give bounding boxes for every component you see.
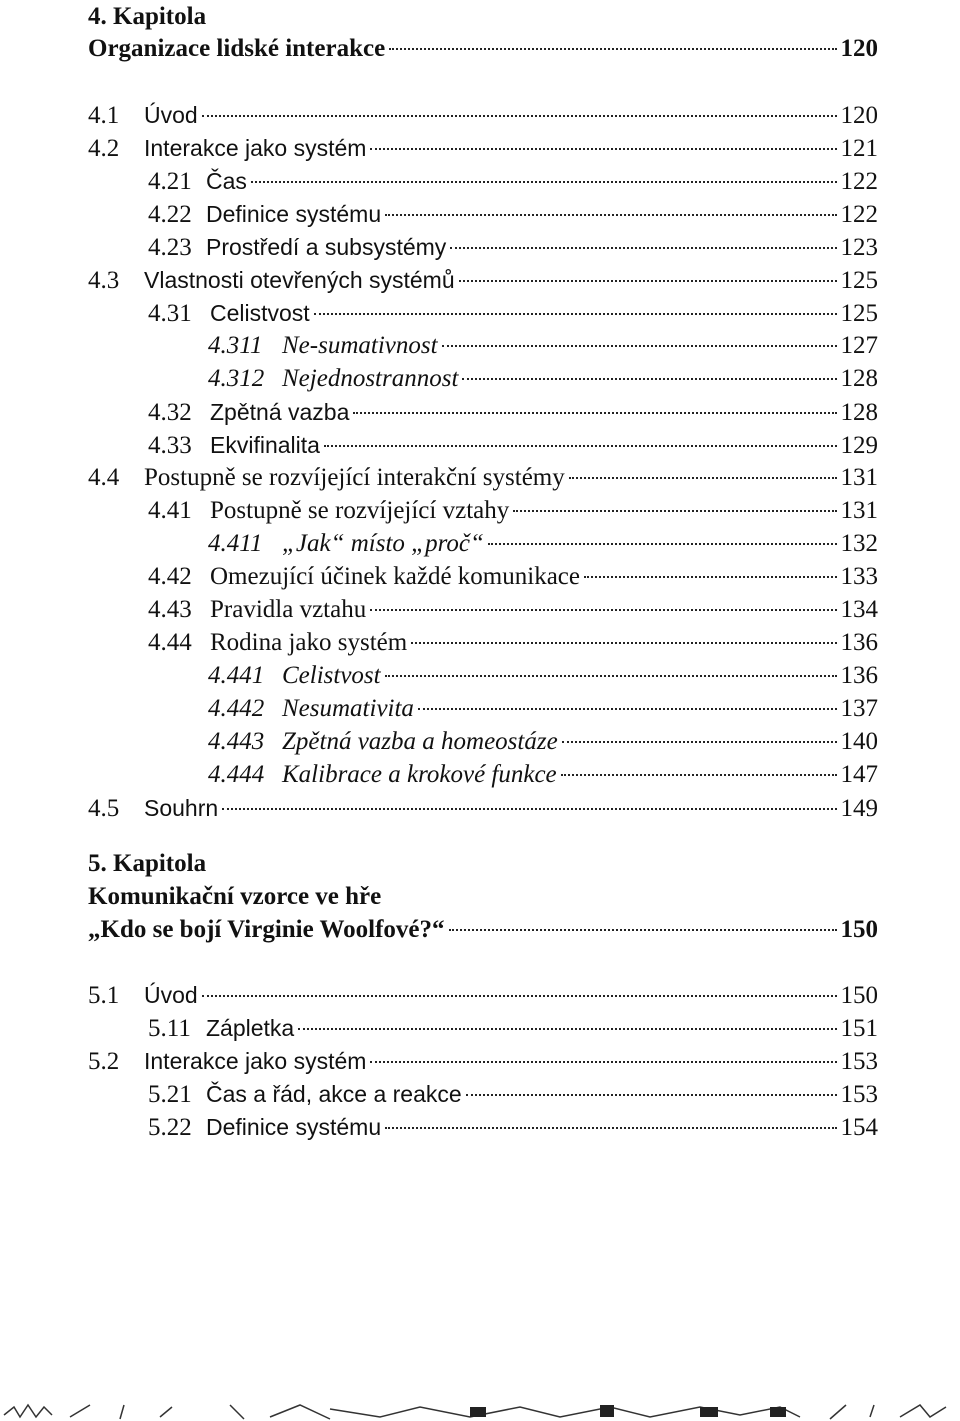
dot-leader — [449, 929, 837, 931]
toc-entry-chapter — [88, 913, 878, 947]
dot-leader — [202, 995, 837, 997]
dot-leader — [385, 1127, 836, 1129]
section-title: Pravidla vztahu — [210, 596, 367, 623]
section-title: Souhrn — [144, 795, 219, 821]
section-number: 4.42 — [148, 563, 192, 590]
section-number: 4.3 — [88, 267, 120, 294]
dot-leader — [561, 774, 837, 776]
section-number: 5.1 — [88, 982, 120, 1009]
dot-leader — [411, 642, 836, 644]
chapter-heading — [88, 847, 878, 881]
toc-entry — [148, 560, 878, 594]
chapter-heading — [88, 880, 878, 914]
dot-leader — [450, 247, 836, 249]
dot-leader — [314, 313, 837, 315]
page-number: 133 — [840, 563, 878, 590]
section-title: Zpětná vazba — [210, 399, 350, 425]
toc-entry — [148, 428, 878, 462]
page-number: 136 — [840, 662, 878, 689]
chapter-title: Komunikační vzorce ve hře — [88, 883, 382, 910]
toc-entry — [88, 791, 878, 825]
section-title: Ekvifinalita — [210, 432, 320, 458]
dot-leader — [418, 708, 837, 710]
toc-entry-chapter — [88, 32, 878, 66]
page-number: 128 — [840, 365, 878, 392]
dot-leader — [389, 48, 836, 50]
chapter-number: 5. Kapitola — [88, 850, 207, 877]
section-title: Interakce jako systém — [144, 135, 367, 161]
section-title: Definice systému — [206, 1114, 382, 1140]
page-number: 151 — [840, 1015, 878, 1042]
section-number: 4.4 — [88, 464, 120, 491]
section-number: 4.443 — [208, 728, 265, 755]
section-title: Nejednostrannost — [282, 365, 459, 392]
section-title: Nesumativita — [282, 695, 414, 722]
toc-entry — [148, 593, 878, 627]
section-title: Prostředí a subsystémy — [206, 234, 447, 260]
dot-leader — [584, 576, 837, 578]
section-title: Úvod — [144, 102, 198, 128]
page-number: 122 — [840, 201, 878, 228]
page-number: 120 — [840, 35, 878, 62]
toc-entry — [88, 263, 878, 297]
toc-entry — [148, 197, 878, 231]
page-number: 120 — [840, 102, 878, 129]
section-number: 4.21 — [148, 168, 192, 195]
section-number: 4.312 — [208, 365, 265, 392]
section-number: 4.5 — [88, 795, 120, 822]
dot-leader — [442, 345, 837, 347]
dot-leader — [462, 378, 836, 380]
page-number: 154 — [840, 1114, 878, 1141]
page-number: 132 — [840, 530, 878, 557]
section-title: Úvod — [144, 982, 198, 1008]
chapter-heading — [88, 0, 878, 34]
toc-entry — [208, 329, 878, 363]
section-title: Ne-sumativnost — [282, 332, 438, 359]
toc-entry — [88, 131, 878, 165]
section-number: 4.43 — [148, 596, 192, 623]
section-title: Celistvost — [282, 662, 381, 689]
page-number: 122 — [840, 168, 878, 195]
section-number: 4.1 — [88, 102, 120, 129]
toc-entry — [148, 296, 878, 330]
chapter-title: Organizace lidské interakce — [88, 35, 386, 62]
section-number: 4.444 — [208, 761, 265, 788]
page-number: 128 — [840, 399, 878, 426]
section-title: Vlastnosti otevřených systémů — [144, 267, 455, 293]
page-number: 147 — [840, 761, 878, 788]
page-number: 136 — [840, 629, 878, 656]
section-title: Postupně se rozvíjející vztahy — [210, 497, 510, 524]
toc-entry — [148, 395, 878, 429]
page-number: 125 — [840, 300, 878, 327]
toc-entry — [148, 626, 878, 660]
section-title: „Jak“ místo „proč“ — [282, 530, 484, 557]
section-number: 4.33 — [148, 432, 192, 459]
toc-entry — [148, 1077, 878, 1111]
section-number: 4.44 — [148, 629, 192, 656]
page-number: 140 — [840, 728, 878, 755]
section-number: 4.23 — [148, 234, 192, 261]
section-title: Postupně se rozvíjející interakční systémy — [144, 464, 565, 491]
toc-entry — [208, 362, 878, 396]
section-title: Čas — [206, 168, 247, 194]
chapter-title: „Kdo se bojí Virginie Woolfové?“ — [88, 916, 445, 943]
section-number: 4.41 — [148, 497, 192, 524]
section-number: 4.311 — [208, 332, 263, 359]
section-number: 4.411 — [208, 530, 263, 557]
section-title: Omezující účinek každé komunikace — [210, 563, 580, 590]
chapter-number: 4. Kapitola — [88, 3, 207, 30]
section-number: 4.2 — [88, 135, 120, 162]
page-number: 149 — [840, 795, 878, 822]
page-number: 125 — [840, 267, 878, 294]
section-number: 4.441 — [208, 662, 265, 689]
dot-leader — [513, 510, 836, 512]
page-number: 123 — [840, 234, 878, 261]
toc-entry — [208, 725, 878, 759]
section-title: Čas a řád, akce a reakce — [206, 1081, 462, 1107]
dot-leader — [298, 1028, 836, 1030]
section-number: 4.442 — [208, 695, 265, 722]
toc-entry — [148, 1011, 878, 1045]
section-title: Zápletka — [206, 1015, 295, 1041]
section-title: Kalibrace a krokové funkce — [282, 761, 557, 788]
section-number: 5.22 — [148, 1114, 192, 1141]
section-number: 5.21 — [148, 1081, 192, 1108]
page-number: 150 — [840, 982, 878, 1009]
section-number: 5.2 — [88, 1048, 120, 1075]
toc-entry — [88, 1044, 878, 1078]
page-number: 134 — [840, 596, 878, 623]
section-number: 5.11 — [148, 1015, 191, 1042]
dot-leader — [488, 543, 837, 545]
page-number: 121 — [840, 135, 878, 162]
section-number: 4.32 — [148, 399, 192, 426]
dot-leader — [202, 115, 837, 117]
toc-entry — [88, 978, 878, 1012]
dot-leader — [370, 1061, 836, 1063]
toc-entry — [208, 692, 878, 726]
page-number: 137 — [840, 695, 878, 722]
page-number: 153 — [840, 1048, 878, 1075]
section-number: 4.22 — [148, 201, 192, 228]
dot-leader — [251, 181, 837, 183]
toc-entry — [88, 461, 878, 495]
section-title: Celistvost — [210, 300, 310, 326]
page-number: 150 — [840, 916, 878, 943]
dot-leader — [324, 445, 837, 447]
dot-leader — [370, 609, 836, 611]
page-number: 129 — [840, 432, 878, 459]
dot-leader — [385, 675, 837, 677]
toc-entry — [148, 494, 878, 528]
toc-entry — [148, 230, 878, 264]
toc-entry — [208, 659, 878, 693]
dot-leader — [562, 741, 837, 743]
dot-leader — [353, 412, 836, 414]
page-number: 131 — [840, 464, 878, 491]
dot-leader — [466, 1094, 837, 1096]
section-title: Rodina jako systém — [210, 629, 408, 656]
dot-leader — [459, 280, 837, 282]
toc-entry — [208, 527, 878, 561]
section-number: 4.31 — [148, 300, 192, 327]
scan-artifact — [0, 1393, 960, 1421]
dot-leader — [370, 148, 836, 150]
section-title: Definice systému — [206, 201, 382, 227]
toc-entry — [148, 164, 878, 198]
toc-entry — [148, 1110, 878, 1144]
section-title: Interakce jako systém — [144, 1048, 367, 1074]
dot-leader — [569, 477, 837, 479]
dot-leader — [222, 808, 836, 810]
page-number: 127 — [840, 332, 878, 359]
toc-entry — [88, 98, 878, 132]
page-number: 131 — [840, 497, 878, 524]
section-title: Zpětná vazba a homeostáze — [282, 728, 558, 755]
toc-entry — [208, 758, 878, 792]
dot-leader — [385, 214, 836, 216]
page-number: 153 — [840, 1081, 878, 1108]
